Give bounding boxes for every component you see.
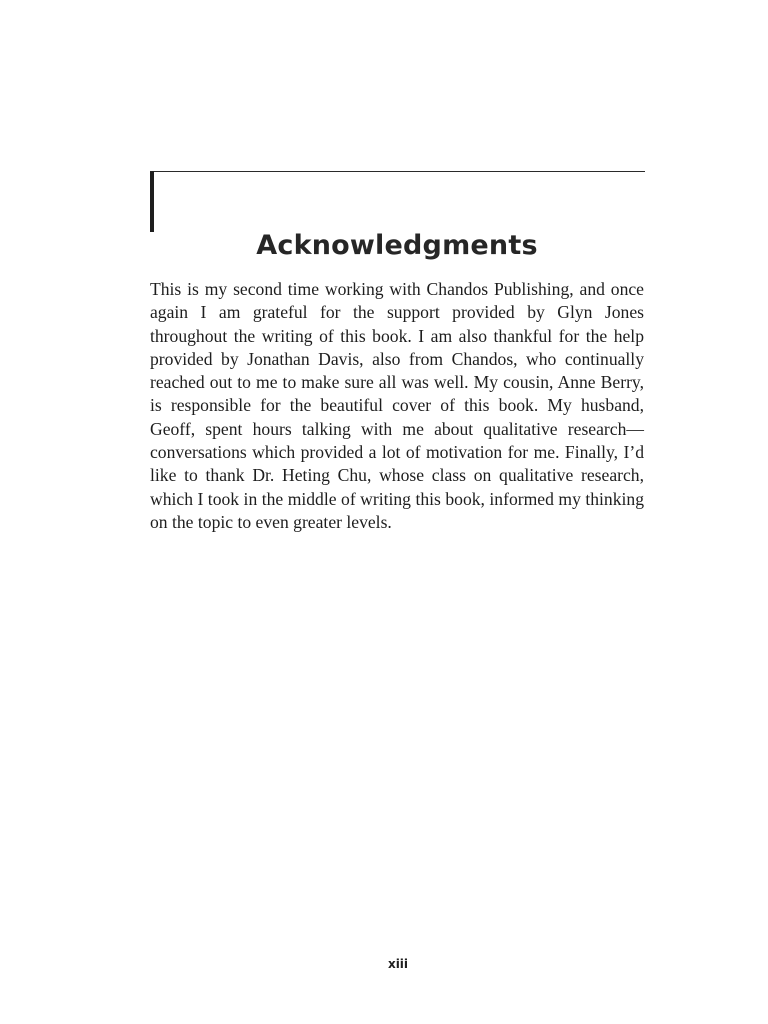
chapter-left-bar (150, 171, 154, 232)
chapter-title: Acknowledgments (256, 230, 538, 261)
page-number: xiii (387, 957, 409, 971)
acknowledgments-paragraph: This is my second time working with Chandos Publishing, and once again I am grateful for the support provided by Glyn Jones throughout the writing of this book. I am also thankful for the help provided by Jonathan Davis, also from Chandos, who continually reached out to me to make sure all was well. My cousin, Anne Berry, is responsible for the beautiful cover of this book. My husband, Geoff, spent hours talking with me about qualitative research—conversations which provided a lot of motivation for me. Finally, I’d like to thank Dr. Heting Chu, whose class on qualitative research, which I took in the middle of writing this book, informed my thinking on the topic to even greater levels. (150, 279, 644, 532)
chapter-top-rule (151, 171, 645, 172)
